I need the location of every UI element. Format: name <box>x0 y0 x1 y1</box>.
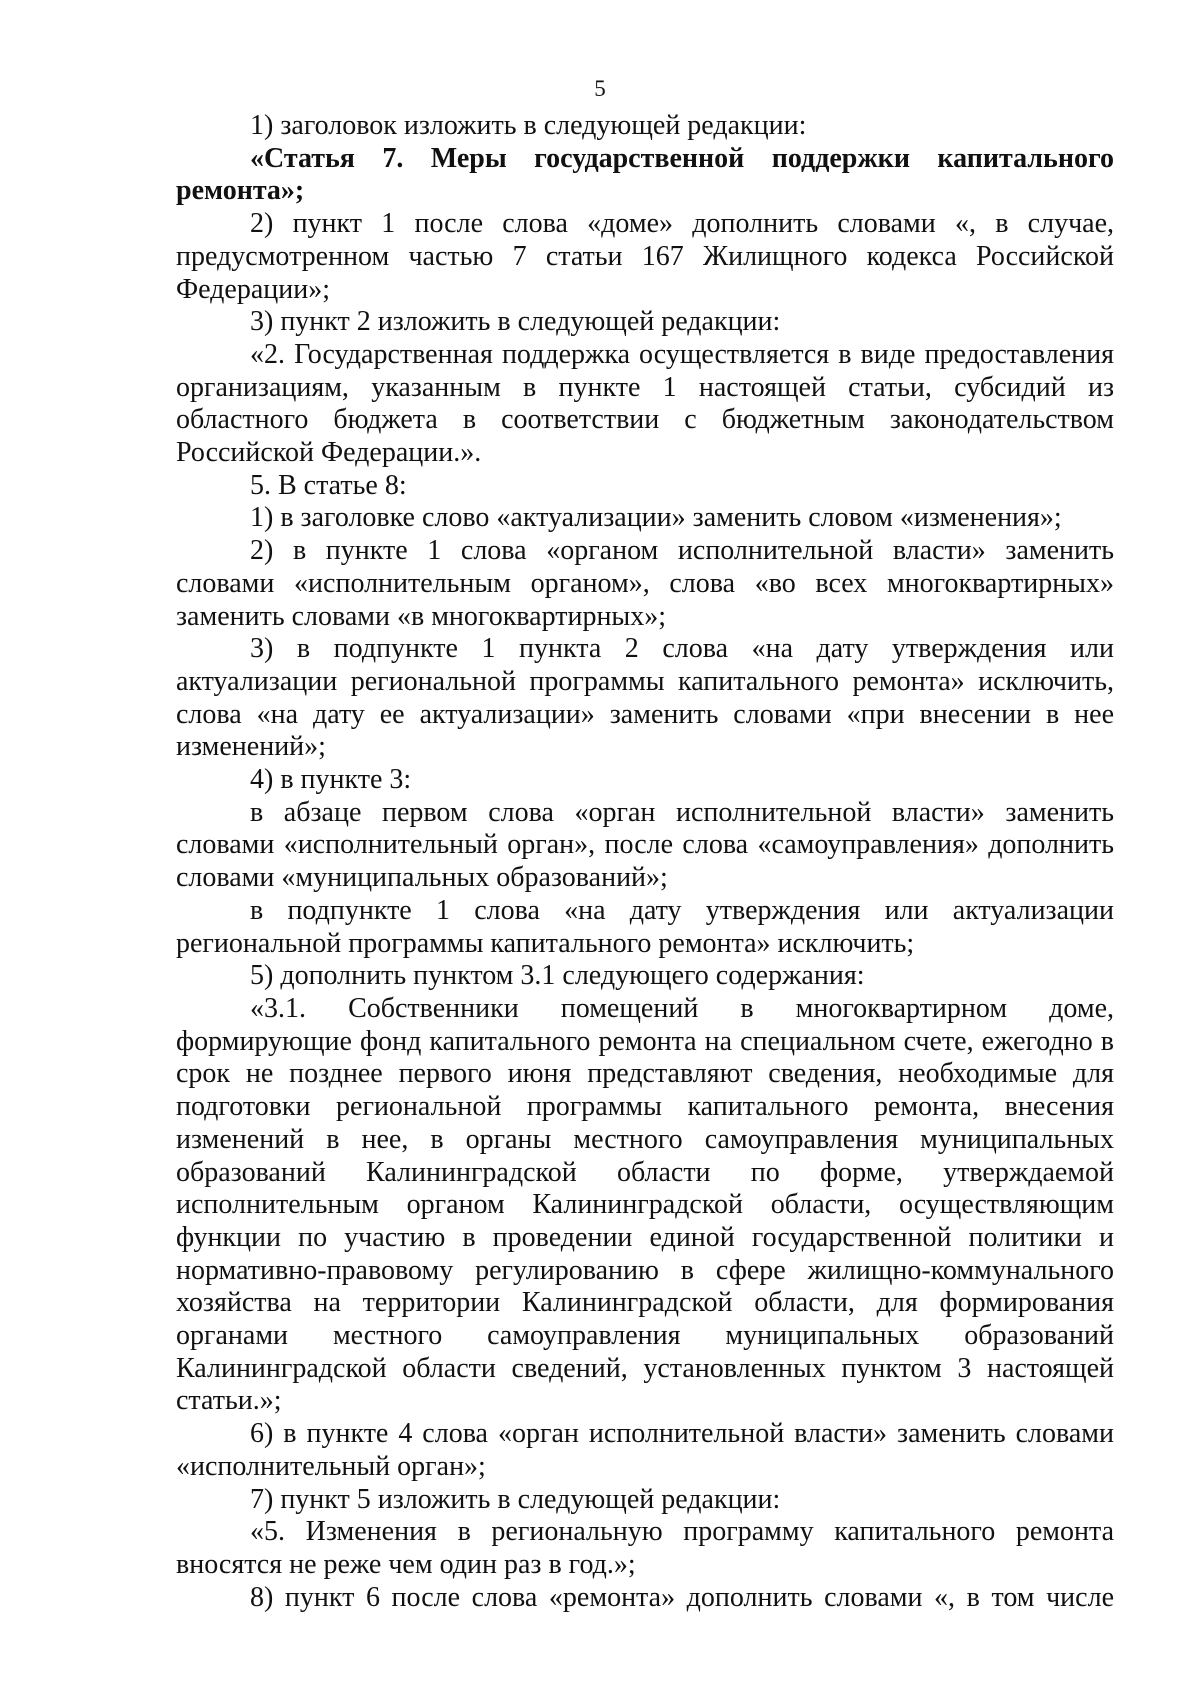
paragraph: 2) пункт 1 после слова «доме» дополнить словами «, в случае, предусмотренном частью 7 статьи 167 Жилищного кодекса Российской Федерации»; <box>176 208 1114 305</box>
paragraph: 5) дополнить пунктом 3.1 следующего содержания: <box>250 960 865 992</box>
paragraph: 6) в пункте 4 слова «орган исполнительной власти» заменить словами «исполнительный орган»; <box>176 1418 1114 1482</box>
paragraph: «2. Государственная поддержка осуществляется в виде предоставления организациям, указанным в пункте 1 настоящей статьи, субсидий из областного бюджета в соответствии с бюджетным законодательством Российской Федерации.». <box>176 338 1114 469</box>
paragraph: в абзаце первом слова «орган исполнительной власти» заменить словами «исполнительный орган», после слова «самоуправления» дополнить словами «муниципальных образований»; <box>176 796 1114 894</box>
article-heading: «Статья 7. Меры государственной поддержки капитального ремонта»; <box>176 142 1114 207</box>
paragraph: 1) заголовок изложить в следующей редакции: <box>250 110 807 141</box>
paragraph: 8) пункт 6 после слова «ремонта» дополнить словами «, в том числе <box>250 1581 1114 1613</box>
page-number: 5 <box>594 76 606 101</box>
paragraph: 7) пункт 5 изложить в следующей редакции: <box>250 1483 781 1515</box>
paragraph: 3) пункт 2 изложить в следующей редакции: <box>250 306 781 338</box>
paragraph: в подпункте 1 слова «на дату утверждения или актуализации региональной программы капитального ремонта» исключить; <box>176 894 1114 959</box>
paragraph: 2) в пункте 1 слова «органом исполнительной власти» заменить словами «исполнительным органом», слова «во всех многоквартирных» заменить словами «в многоквартирных»; <box>176 535 1114 632</box>
document-body <box>176 110 1114 1614</box>
paragraph: «5. Изменения в региональную программу капитального ремонта вносятся не реже чем один раз в год.»; <box>176 1516 1114 1580</box>
paragraph: 4) в пункте 3: <box>250 764 412 796</box>
paragraph: «3.1. Собственники помещений в многоквартирном доме, формирующие фонд капитального ремонта на специальном счете, ежегодно в срок не позднее первого июня представляют сведения, необходимые для подготовки региональной программы капитального ремонта, внесения изменений в нее, в органы местного самоуправления муниципальных образований Калининградской области по форме, утверждаемой исполнительным органом Калининградской области, осуществляющим функции по участию в проведении единой государственной политики и нормативно-правовому регулированию в сфере жилищно-коммунального хозяйства на территории Калининградской области, для формирования органами местного самоуправления муниципальных образований Калининградской области сведений, установленных пунктом 3 настоящей статьи.»; <box>176 992 1114 1417</box>
section-heading: 5. В статье 8: <box>250 469 407 501</box>
paragraph: 1) в заголовке слово «актуализации» заменить словом «изменения»; <box>250 502 1062 534</box>
paragraph: 3) в подпункте 1 пункта 2 слова «на дату утверждения или актуализации региональной программы капитального ремонта» исключить, слова «на дату ее актуализации» заменить словами «при внесении в нее изменений»; <box>176 633 1114 763</box>
